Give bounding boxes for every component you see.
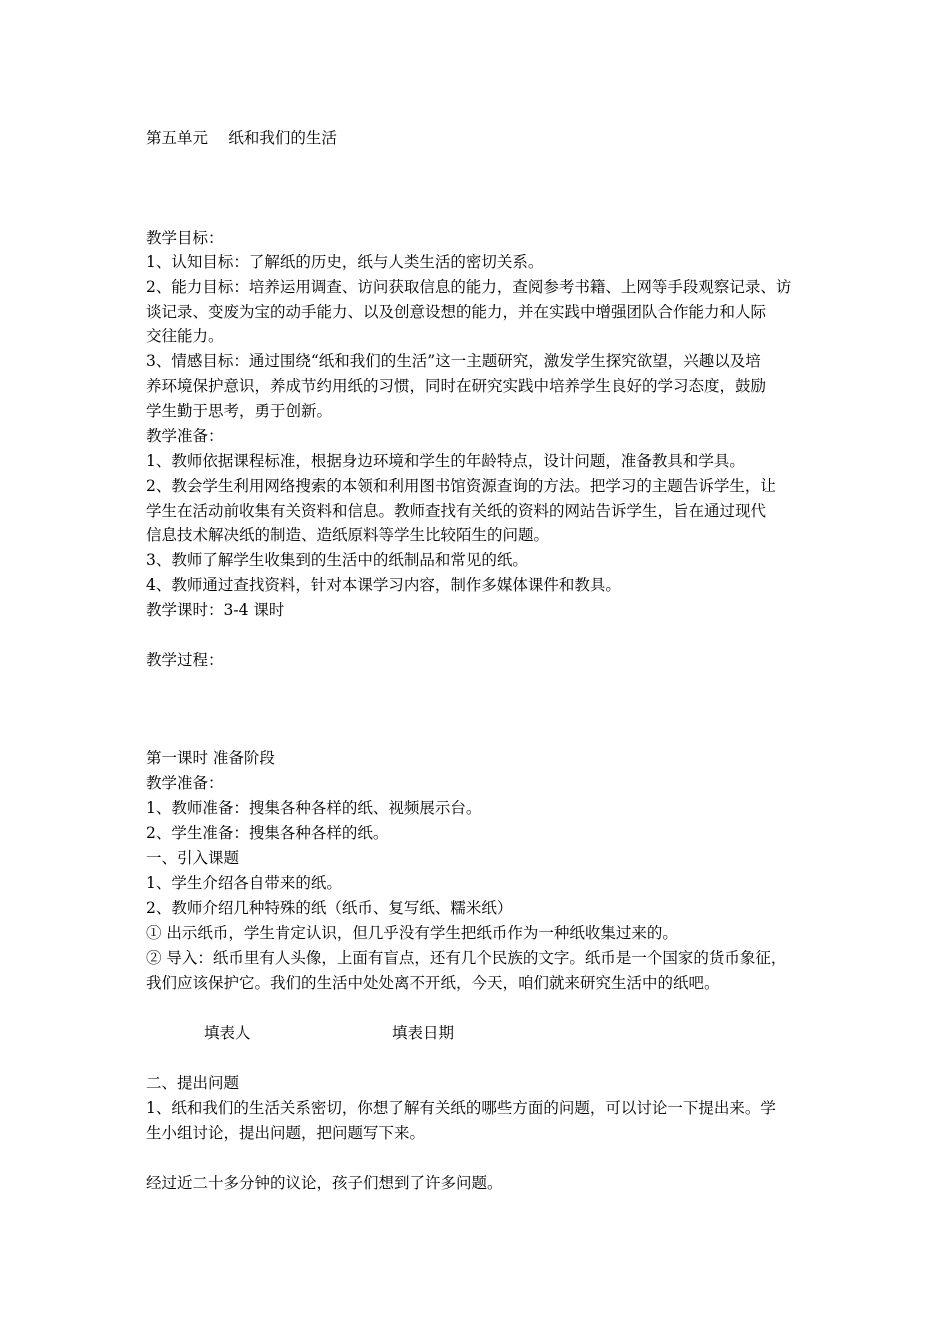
preparation-item-3: 3、教师了解学生收集到的生活中的纸制品和常见的纸。 — [146, 551, 528, 569]
objective-ability-line1: 2、能力目标：培养运用调查、访问获取信息的能力，查阅参考书籍、上网等手段观察记录、访 — [146, 278, 792, 296]
preparation-item-2-line3: 信息技术解决纸的制造、造纸原料等学生比较陌生的问题。 — [146, 526, 550, 544]
lesson1-heading: 第一课时 准备阶段 — [146, 749, 275, 767]
preparation-item-2-line2: 学生在活动前收集有关资料和信息。教师查找有关纸的资料的网站告诉学生，旨在通过现代 — [146, 502, 767, 520]
filler-label: 填表人 — [204, 1024, 251, 1042]
preparation-item-2-line1: 2、教会学生利用网络搜索的本领和利用图书馆资源查询的方法。把学习的主题告诉学生，让 — [146, 477, 776, 495]
objective-emotion-line2: 养环境保护意识，养成节约用纸的习惯，同时在研究实践中培养学生良好的学习态度，鼓励 — [146, 377, 767, 395]
preparation-heading: 教学准备： — [146, 427, 224, 445]
intro-item-3: ① 出示纸币，学生肯定认识，但几乎没有学生把纸币作为一种纸收集过来的。 — [146, 924, 678, 942]
objective-ability-line2: 谈记录、变废为宝的动手能力、以及创意设想的能力，并在实践中增强团队合作能力和人际 — [146, 303, 767, 321]
unit-title: 第五单元 纸和我们的生活 — [146, 129, 337, 147]
intro-item-4-line2: 我们应该保护它。我们的生活中处处离不开纸，今天，咱们就来研究生活中的纸吧。 — [146, 974, 720, 992]
lesson1-prep-teacher: 1、教师准备：搜集各种各样的纸、视频展示台。 — [146, 799, 482, 817]
objective-cognitive: 1、认知目标：了解纸的历史，纸与人类生活的密切关系。 — [146, 253, 544, 271]
questions-summary: 经过近二十多分钟的议论，孩子们想到了许多问题。 — [146, 1174, 503, 1192]
teaching-hours: 教学课时：3-4 课时 — [146, 601, 285, 619]
intro-item-2: 2、教师介绍几种特殊的纸（纸币、复写纸、糯米纸） — [146, 899, 513, 917]
objective-ability-line3: 交往能力。 — [146, 327, 224, 345]
preparation-item-1: 1、教师依据课程标准，根据身边环境和学生的年龄特点，设计问题，准备教具和学具。 — [146, 452, 745, 470]
process-heading: 教学过程： — [146, 651, 224, 669]
objective-emotion-line1: 3、情感目标：通过围绕“纸和我们的生活”这一主题研究，激发学生探究欲望，兴趣以及培 — [146, 352, 761, 370]
intro-item-4-line1: ② 导入：纸币里有人头像，上面有盲点，还有几个民族的文字。纸币是一个国家的货币象征， — [146, 949, 787, 967]
questions-item-1-line1: 1、纸和我们的生活关系密切，你想了解有关纸的哪些方面的问题，可以讨论一下提出来。学 — [146, 1099, 776, 1117]
objectives-heading: 教学目标： — [146, 229, 224, 247]
preparation-item-4: 4、教师通过查找资料，针对本课学习内容，制作多媒体课件和教具。 — [146, 576, 621, 594]
lesson1-prep-heading: 教学准备： — [146, 774, 224, 792]
questions-item-1-line2: 生小组讨论，提出问题，把问题写下来。 — [146, 1124, 426, 1142]
date-label: 填表日期 — [392, 1024, 455, 1042]
intro-item-1: 1、学生介绍各自带来的纸。 — [146, 874, 342, 892]
objective-emotion-line3: 学生勤于思考，勇于创新。 — [146, 402, 333, 420]
lesson1-prep-student: 2、学生准备：搜集各种各样的纸。 — [146, 824, 389, 842]
questions-heading: 二、提出问题 — [146, 1074, 240, 1092]
intro-heading: 一、引入课题 — [146, 849, 240, 867]
